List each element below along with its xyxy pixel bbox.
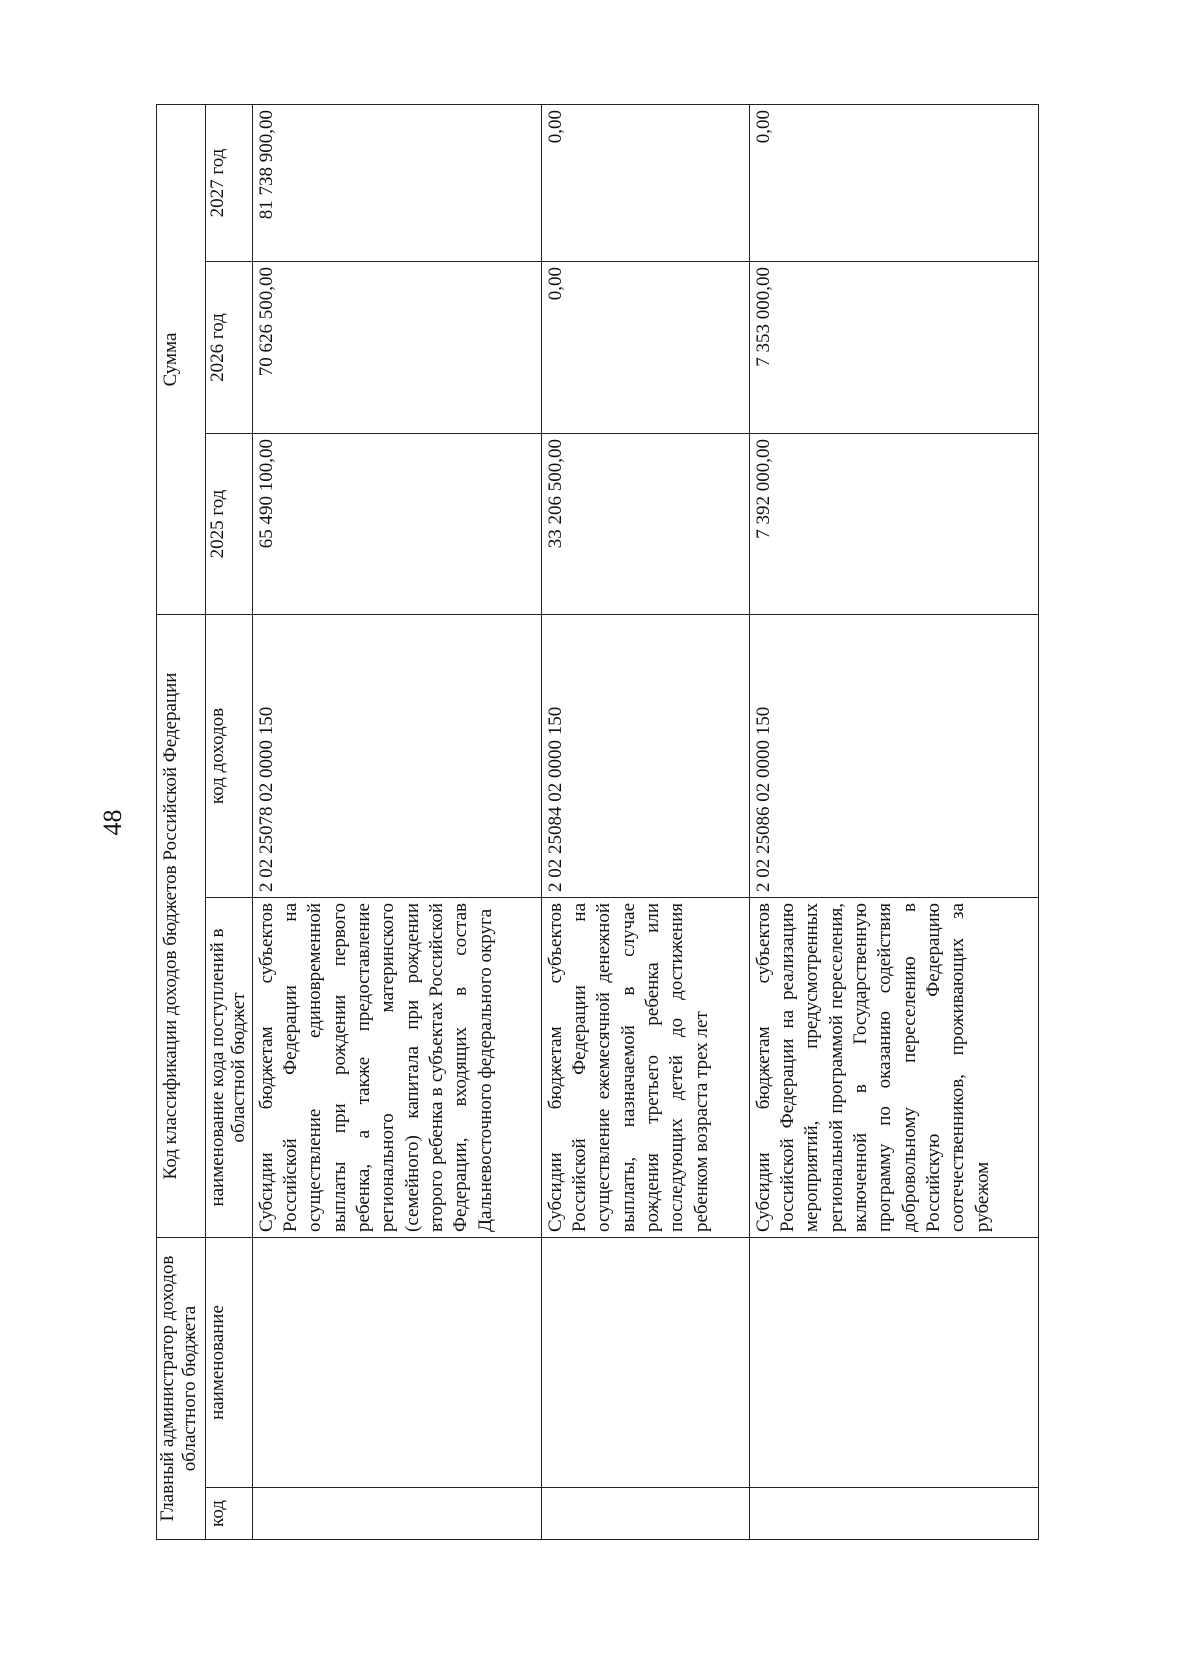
row-amount-2027: 0,00 [541,104,749,261]
row-income-code: 2 02 25078 02 0000 150 [252,615,541,898]
table-row [749,104,1038,1539]
header-income-code: код доходов [206,615,253,898]
row-amount-2025: 7 392 000,00 [749,434,1038,615]
row-amount-2026: 0,00 [541,262,749,434]
header-code: код [206,1488,253,1540]
header-2027: 2027 год [206,104,253,261]
row-admin-name [252,1238,541,1488]
row-income-code: 2 02 25084 02 0000 150 [541,615,749,898]
header-income-name: наименование кода поступлений в областной бюджет [206,898,253,1238]
row-amount-2026: 70 626 500,00 [252,262,541,434]
row-admin-name [541,1238,749,1488]
row-admin-code [749,1488,1038,1540]
income-table [156,104,1039,1540]
row-amount-2025: 33 206 500,00 [541,434,749,615]
row-income-name: Субсидии бюджетам субъектов Российской Федерации на осуществление ежемесячной денежной выплаты, назначаемой в случае рождения третьего ребенка или последующих детей до достижения ребенком возраста трех лет [541,898,749,1238]
table-row [541,104,749,1539]
row-income-name: Субсидии бюджетам субъектов Российской Федерации на осуществление единовременной выплаты при рождении первого ребенка, а также предоставление регионального материнского (семейного) капитала при рождении второго ребенка в субъектах Российской Федерации, входящих в состав Дальневосточного федерального округа [252,898,541,1238]
row-amount-2027: 0,00 [749,104,1038,261]
row-amount-2025: 65 490 100,00 [252,434,541,615]
header-sum-group: Сумма [157,104,206,614]
rotated-page [98,105,1076,1540]
header-name: наименование [206,1238,253,1488]
header-2025: 2025 год [206,434,253,615]
row-admin-code [252,1488,541,1540]
header-classification-group: Код классификации доходов бюджетов Российской Федерации [157,615,206,1238]
row-admin-name [749,1238,1038,1488]
page-number: 48 [98,809,127,836]
row-income-name: Субсидии бюджетам субъектов Российской Федерации на реализацию мероприятий, предусмотренных региональной программой переселения, включенной в Государственную программу по оказанию содействия добровольному переселению в Российскую Федерацию соотечественников, проживающих за рубежом [749,898,1038,1238]
header-2026: 2026 год [206,262,253,434]
row-admin-code [541,1488,749,1540]
row-amount-2026: 7 353 000,00 [749,262,1038,434]
table-row [252,104,541,1539]
row-amount-2027: 81 738 900,00 [252,104,541,261]
header-admin-group: Главный администратор доходов областного бюджета [157,1238,206,1540]
row-income-code: 2 02 25086 02 0000 150 [749,615,1038,898]
